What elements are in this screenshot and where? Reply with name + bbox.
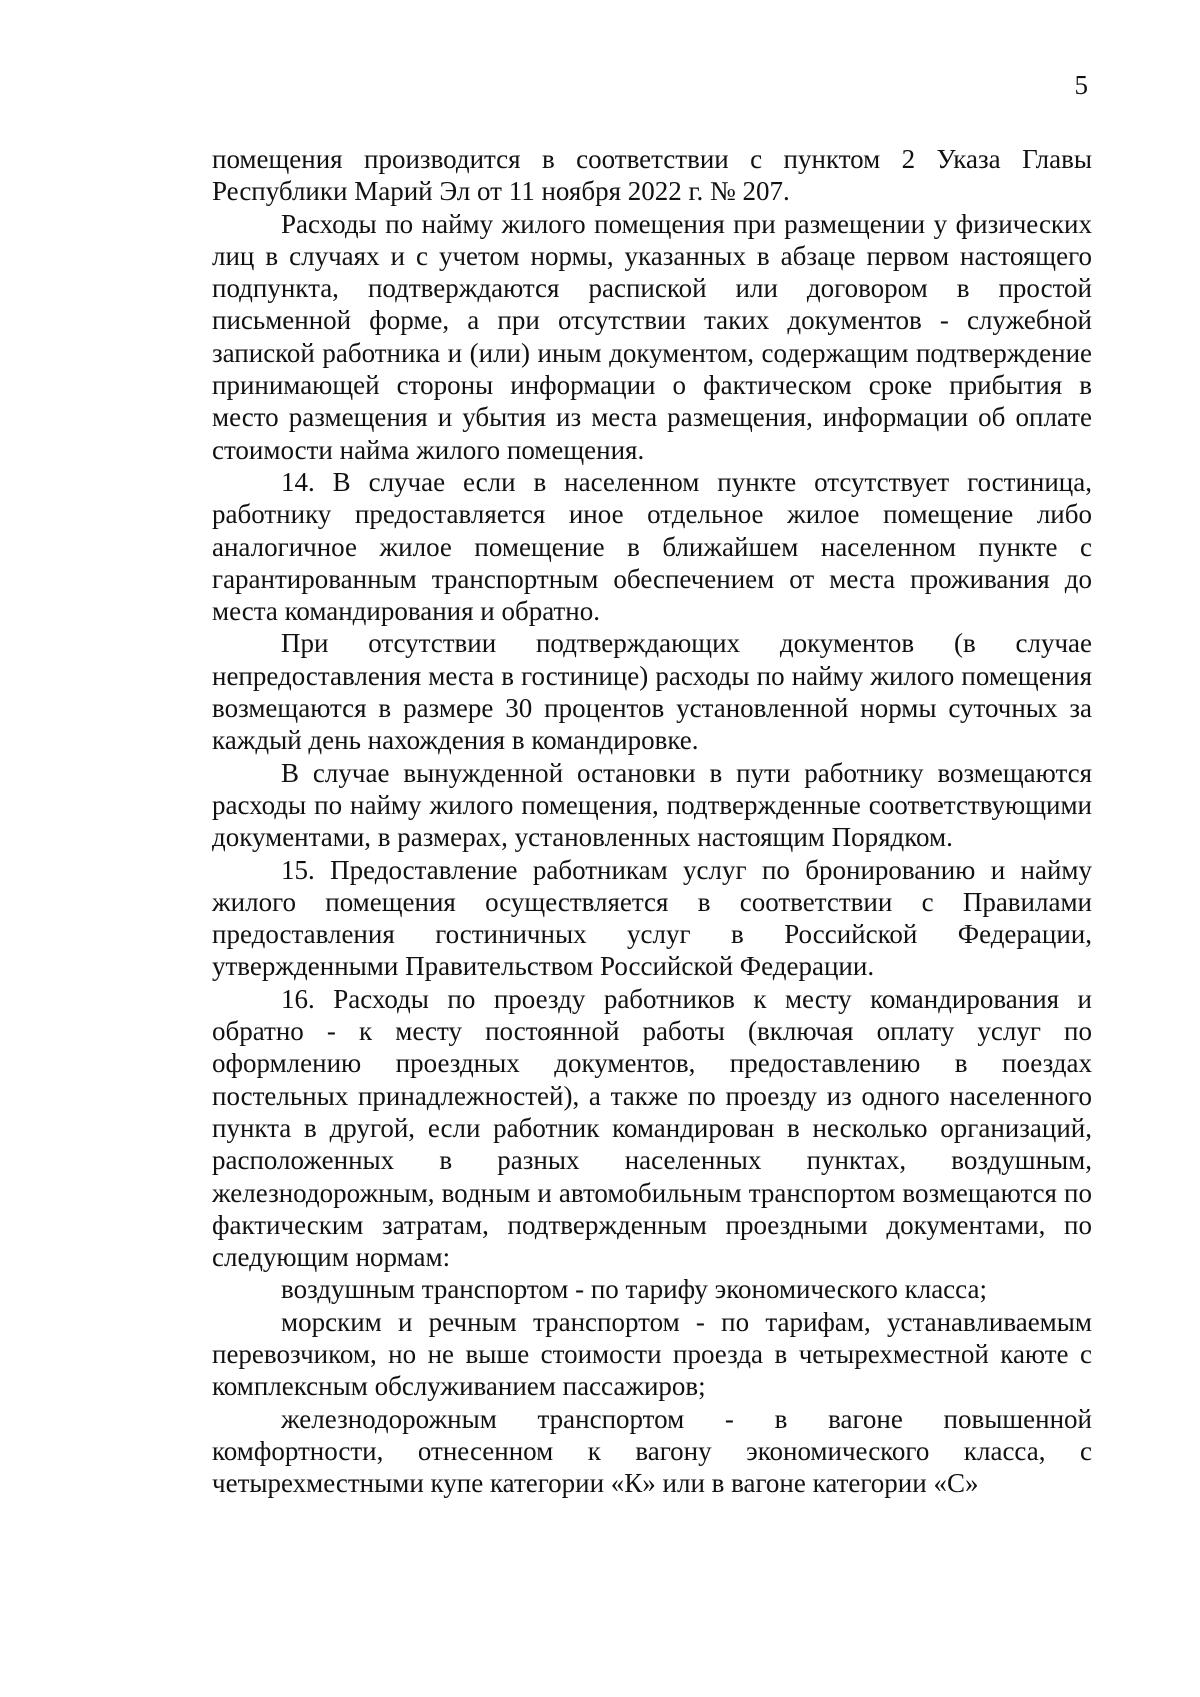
paragraph-rental-confirmation: Расходы по найму жилого помещения при размещении у физических лиц в случаях и с учетом нормы, указанных в абзаце первом настоящего подпункта, подтверждаются распиской или договором в простой письменной форме, а при отсутствии таких документов - служебной запиской работника и (или) иным документом, содержащим подтверждение принимающей стороны информации о фактическом сроке прибытия в место размещения и убытия из места размещения, информации об оплате стоимости найма жилого помещения. xyxy=(212,208,1092,465)
paragraph-item-15: 15. Предоставление работникам услуг по бронированию и найму жилого помещения осуществляется в соответствии с Правилами предоставления гостиничных услуг в Российской Федерации, утвержденными Правительством Российской Федерации. xyxy=(212,854,1092,982)
paragraph-continuation: помещения производится в соответствии с пунктом 2 Указа Главы Республики Марий Эл от 11 ноября 2022 г. № 207. xyxy=(212,144,1092,207)
paragraph-rail-transport: железнодорожным транспортом - в вагоне повышенной комфортности, отнесенном к вагону экономического класса, с четырехместными купе категории «К» или в вагоне категории «С» xyxy=(212,1403,1092,1499)
document-body xyxy=(212,143,1092,1499)
paragraph-no-documents: При отсутствии подтверждающих документов (в случае непредоставления места в гостинице) расходы по найму жилого помещения возмещаются в размере 30 процентов установленной нормы суточных за каждый день нахождения в командировке. xyxy=(212,628,1092,756)
paragraph-air-transport: воздушным транспортом - по тарифу экономического класса; xyxy=(281,1274,987,1305)
paragraph-sea-river-transport: морским и речным транспортом - по тарифам, устанавливаемым перевозчиком, но не выше стоимости проезда в четырехместной каюте с комплексным обслуживанием пассажиров; xyxy=(212,1306,1092,1402)
paragraph-item-14: 14. В случае если в населенном пункте отсутствует гостиница, работнику предоставляется иное отдельное жилое помещение либо аналогичное жилое помещение в ближайшем населенном пункте с гарантированным транспортным обеспечением от места проживания до места командирования и обратно. xyxy=(212,466,1092,627)
paragraph-forced-stop: В случае вынужденной остановки в пути работнику возмещаются расходы по найму жилого помещения, подтвержденные соответствующими документами, в размерах, установленных настоящим Порядком. xyxy=(212,757,1092,853)
paragraph-item-16: 16. Расходы по проезду работников к месту командирования и обратно - к месту постоянной работы (включая оплату услуг по оформлению проездных документов, предоставлению в поездах постельных принадлежностей), а также по проезду из одного населенного пункта в другой, если работник командирован в несколько организаций, расположенных в разных населенных пунктах, воздушным, железнодорожным, водным и автомобильным транспортом возмещаются по фактическим затратам, подтвержденным проездными документами, по следующим нормам: xyxy=(212,983,1092,1273)
page-number: 5 xyxy=(1074,70,1088,100)
